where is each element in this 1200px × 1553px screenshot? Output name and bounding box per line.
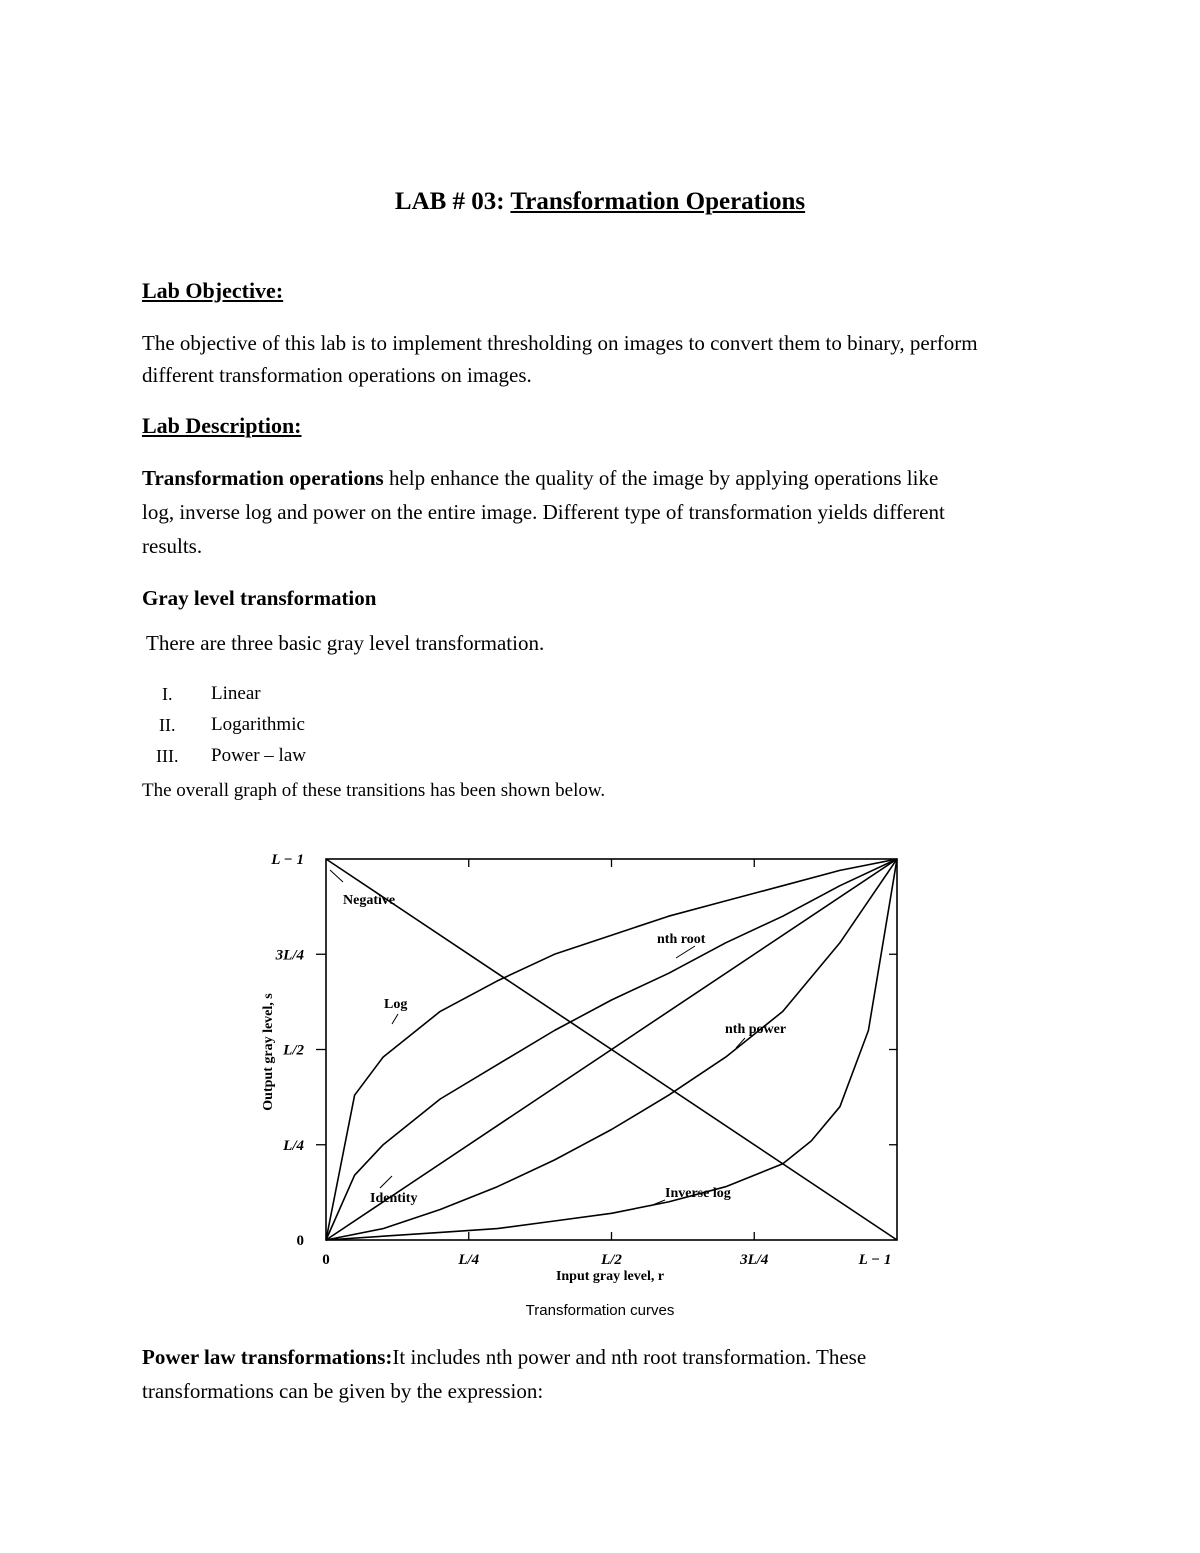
list-item-2-num: II. [159,715,176,735]
series-label-leader [380,1176,392,1188]
power-line-1-rest: It includes nth power and nth root transformation. These [392,1345,867,1369]
gray-heading: Gray level transformation [142,586,377,610]
series-label-leader [330,870,343,882]
x-tick-label: 3L/4 [740,1252,769,1268]
title-main: Transformation Operations [510,188,806,215]
series-label: nth power [725,1022,787,1037]
list-item-3-label: Power – law [211,745,306,766]
x-tick-label: L − 1 [858,1252,892,1268]
power-line-2: transformations can be given by the expression: [142,1379,544,1403]
chart-plot-area [261,852,897,1284]
list-item-1-num: I. [162,684,173,704]
series-label: Inverse log [665,1186,731,1201]
x-axis-label: Input gray level, r [555,1269,665,1284]
y-tick-label: L/2 [283,1042,304,1059]
description-line-2: log, inverse log and power on the entire image. Different type of transformation yields different [142,500,945,524]
series-label: Negative [343,893,396,908]
y-tick-label: 0 [296,1233,304,1249]
objective-line-2: different transformation operations on images. [142,363,532,387]
figure-caption: Transformation curves [525,1302,675,1319]
series-label: Log [384,997,408,1012]
series-label: nth root [657,932,706,947]
description-line-3: results. [142,534,203,558]
x-tick-label: L/2 [601,1252,622,1268]
y-tick-label: 3L/4 [275,947,304,964]
power-bold: Power law transformations: [142,1345,393,1369]
series-label-leader [676,946,695,958]
gray-intro: There are three basic gray level transformation. [146,631,545,655]
description-bold: Transformation operations [142,466,384,490]
description-line-1-rest: help enhance the quality of the image by applying operations like [383,466,939,490]
list-item-3-num: III. [156,746,179,766]
graph-intro: The overall graph of these transitions has been shown below. [142,780,606,801]
y-tick-label: L/4 [283,1137,304,1154]
y-axis-label: Output gray level, s [261,993,276,1111]
description-heading: Lab Description: [142,413,302,438]
series-label: Identity [370,1191,418,1206]
objective-line-1: The objective of this lab is to implement thresholding on images to convert them to binary, perform [142,331,978,355]
x-tick-label: L/4 [458,1252,480,1268]
y-tick-label: L − 1 [271,852,304,868]
title-prefix: LAB # 03: [394,188,511,215]
objective-heading: Lab Objective: [142,278,284,303]
series-label-leader [392,1014,398,1024]
list-item-1-label: Linear [211,683,261,704]
x-tick-label: 0 [322,1252,330,1268]
power-line-1 [142,1340,1054,1374]
list-item-2-label: Logarithmic [211,714,305,735]
